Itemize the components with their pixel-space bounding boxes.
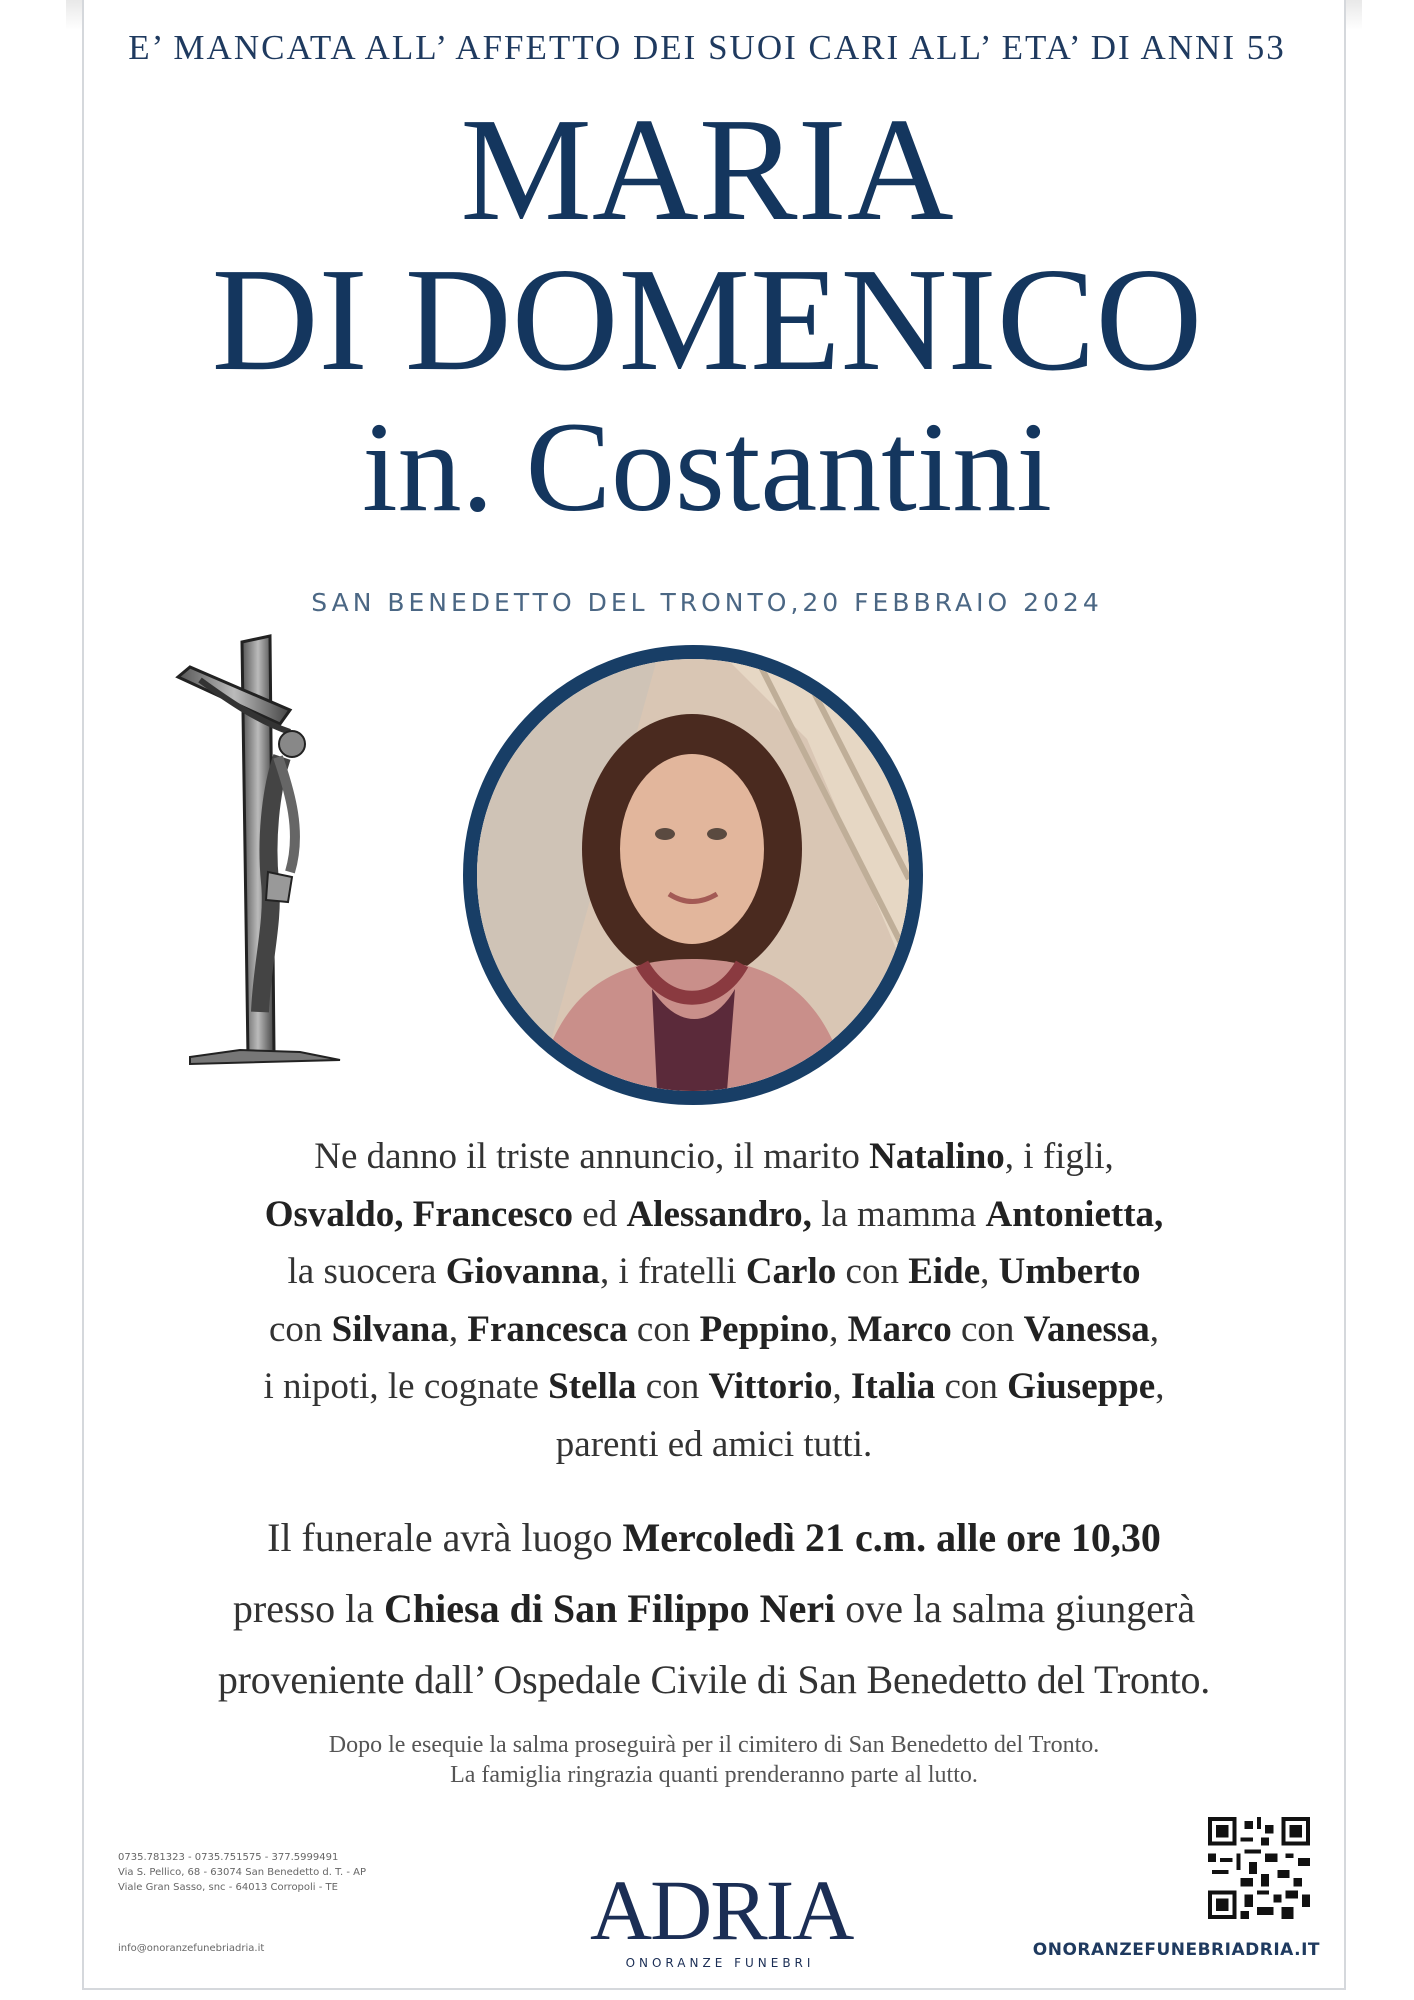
name-highlight: Umberto	[998, 1251, 1141, 1292]
burial-note	[82, 1730, 1346, 1790]
logo-wordmark: ADRIA	[590, 1862, 853, 1958]
name-highlight: Carlo	[745, 1251, 837, 1292]
announcement-line	[82, 1416, 1346, 1474]
text-segment: ,	[1155, 1366, 1165, 1407]
address-line: Via S. Pellico, 68 - 63074 San Benedetto d. T. - AP	[118, 1867, 367, 1878]
name-highlight: Antonietta,	[985, 1193, 1164, 1235]
text-segment: parenti ed amici tutti.	[555, 1423, 873, 1465]
name-highlight: Giovanna	[445, 1251, 600, 1292]
name-highlight: Vittorio	[708, 1366, 833, 1407]
text-segment: ,	[832, 1366, 851, 1407]
surname: DI DOMENICO	[211, 238, 1203, 402]
text-segment: con	[268, 1308, 332, 1350]
family-announcement	[82, 1128, 1346, 1473]
name-highlight: Natalino	[869, 1136, 1005, 1177]
first-name: MARIA	[460, 88, 954, 252]
address-line: Viale Gran Sasso, snc - 64013 Corropoli - TE	[118, 1882, 338, 1893]
text-segment: Il funerale avrà luogo	[267, 1515, 623, 1560]
text-segment: con	[951, 1308, 1024, 1350]
name-highlight: Giuseppe	[1007, 1366, 1156, 1407]
announcement-line	[82, 1186, 1346, 1244]
funeral-line	[82, 1573, 1346, 1644]
logo-subtitle: ONORANZE FUNEBRI	[625, 1956, 815, 1970]
funeral-line	[82, 1644, 1346, 1715]
text-segment: con	[627, 1308, 700, 1350]
text-segment: ed	[573, 1193, 627, 1235]
text-segment: la suocera	[287, 1251, 446, 1292]
text-segment: , i figli,	[1004, 1136, 1114, 1177]
name-highlight: Francesca	[467, 1308, 628, 1350]
text-segment: con	[935, 1366, 1008, 1407]
announcement-line	[82, 1128, 1346, 1186]
name-highlight: Mercoledì 21 c.m. alle ore 10,30	[622, 1515, 1161, 1560]
announcement-line	[82, 1301, 1346, 1359]
text-segment: ,	[980, 1251, 999, 1292]
text-segment: ,	[829, 1308, 848, 1350]
text-segment: presso la	[232, 1586, 384, 1631]
married-name: in. Costantini	[362, 396, 1052, 538]
age-announcement: E’ MANCATA ALL’ AFFETTO DEI SUOI CARI ALL’ ETA’ DI ANNI 53	[128, 28, 1286, 67]
text-segment: , i fratelli	[599, 1251, 746, 1292]
announcement-line	[82, 1358, 1346, 1416]
text-segment: i nipoti, le cognate	[263, 1366, 549, 1407]
portrait-photo	[463, 645, 923, 1105]
thanks-line: La famiglia ringrazia quanti prenderanno parte al lutto.	[450, 1762, 978, 1788]
text-segment: con	[836, 1251, 909, 1292]
text-segment: con	[636, 1366, 709, 1407]
text-segment: ,	[1149, 1308, 1160, 1350]
funeral-details	[82, 1502, 1346, 1715]
name-highlight: Silvana	[331, 1308, 449, 1350]
text-segment: proveniente dall’ Ospedale Civile di San Benedetto del Tronto.	[217, 1657, 1211, 1702]
text-segment: Ne danno il triste annuncio, il marito	[314, 1136, 870, 1177]
place-date: SAN BENEDETTO DEL TRONTO,20 FEBBRAIO 2024	[311, 588, 1103, 617]
text-segment: la mamma	[811, 1193, 986, 1235]
email-address: info@onoranzefunebriadria.it	[118, 1943, 265, 1954]
qr-code-icon	[1208, 1817, 1310, 1919]
name-highlight: Vanessa	[1023, 1308, 1150, 1350]
text-segment: ,	[448, 1308, 468, 1350]
name-highlight: Italia	[850, 1366, 936, 1407]
crucifix-icon	[170, 632, 370, 1082]
announcement-line	[82, 1243, 1346, 1301]
name-highlight: Eide	[908, 1251, 981, 1292]
phone-numbers: 0735.781323 - 0735.751575 - 377.5999491	[118, 1852, 339, 1863]
adria-logo	[590, 1862, 853, 1970]
burial-line: Dopo le esequie la salma proseguirà per il cimitero di San Benedetto del Tronto.	[328, 1732, 1100, 1758]
funeral-line	[82, 1502, 1346, 1573]
contact-block	[118, 1850, 366, 1895]
name-highlight: Marco	[847, 1308, 952, 1350]
name-highlight: Osvaldo, Francesco	[264, 1193, 574, 1235]
text-segment: ove la salma giungerà	[835, 1586, 1196, 1631]
website-link[interactable]: ONORANZEFUNEBRIADRIA.IT	[1032, 1940, 1320, 1960]
name-highlight: Alessandro,	[626, 1193, 812, 1235]
name-highlight: Peppino	[699, 1308, 830, 1350]
name-highlight: Stella	[548, 1366, 637, 1407]
name-highlight: Chiesa di San Filippo Neri	[384, 1586, 836, 1631]
